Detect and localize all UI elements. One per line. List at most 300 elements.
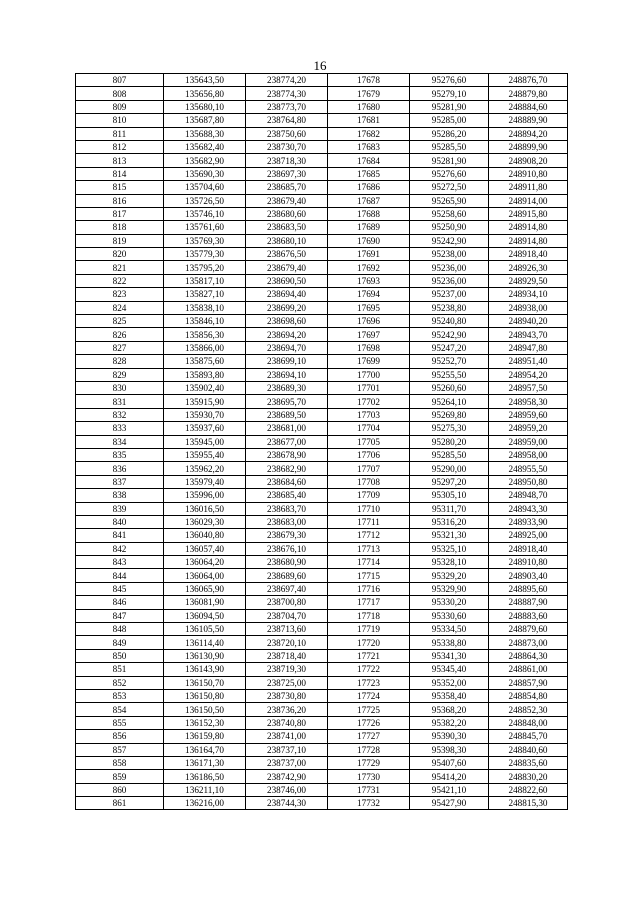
table-row	[76, 381, 568, 394]
y-coordinate-b: 248815,30	[489, 797, 568, 810]
table-row	[76, 207, 568, 220]
point-number-b: 17726	[328, 716, 410, 729]
y-coordinate-b: 248835,60	[489, 756, 568, 769]
point-number-a: 826	[76, 328, 164, 341]
table-row	[76, 542, 568, 555]
x-coordinate-b: 95382,20	[410, 716, 489, 729]
table-row	[76, 248, 568, 261]
point-number-b: 17710	[328, 502, 410, 515]
point-number-a: 850	[76, 649, 164, 662]
table-row	[76, 743, 568, 756]
x-coordinate-b: 95242,90	[410, 328, 489, 341]
y-coordinate-b: 248857,90	[489, 676, 568, 689]
point-number-b: 17717	[328, 596, 410, 609]
x-coordinate-b: 95269,80	[410, 408, 489, 421]
x-coordinate-b: 95255,50	[410, 368, 489, 381]
y-coordinate-a: 238736,20	[246, 703, 328, 716]
x-coordinate-b: 95264,10	[410, 395, 489, 408]
x-coordinate-a: 136040,80	[164, 529, 246, 542]
table-row	[76, 663, 568, 676]
y-coordinate-b: 248957,50	[489, 381, 568, 394]
y-coordinate-b: 248910,80	[489, 556, 568, 569]
y-coordinate-a: 238718,40	[246, 649, 328, 662]
x-coordinate-b: 95286,20	[410, 127, 489, 140]
point-number-a: 821	[76, 261, 164, 274]
table-row	[76, 221, 568, 234]
point-number-b: 17729	[328, 756, 410, 769]
point-number-a: 817	[76, 207, 164, 220]
table-row	[76, 462, 568, 475]
coordinates-table-body	[76, 74, 568, 810]
y-coordinate-b: 248959,00	[489, 435, 568, 448]
table-row	[76, 502, 568, 515]
x-coordinate-a: 135779,30	[164, 248, 246, 261]
point-number-b: 17680	[328, 100, 410, 113]
x-coordinate-a: 135996,00	[164, 489, 246, 502]
y-coordinate-b: 248943,70	[489, 328, 568, 341]
point-number-b: 17700	[328, 368, 410, 381]
y-coordinate-a: 238697,40	[246, 582, 328, 595]
table-row	[76, 770, 568, 783]
point-number-b: 17727	[328, 730, 410, 743]
x-coordinate-a: 135704,60	[164, 181, 246, 194]
x-coordinate-a: 136164,70	[164, 743, 246, 756]
y-coordinate-a: 238689,60	[246, 569, 328, 582]
table-row	[76, 489, 568, 502]
table-row	[76, 676, 568, 689]
point-number-b: 17719	[328, 623, 410, 636]
table-row	[76, 609, 568, 622]
y-coordinate-b: 248958,00	[489, 448, 568, 461]
x-coordinate-b: 95352,00	[410, 676, 489, 689]
x-coordinate-b: 95265,90	[410, 194, 489, 207]
x-coordinate-a: 135893,80	[164, 368, 246, 381]
x-coordinate-b: 95238,80	[410, 301, 489, 314]
x-coordinate-b: 95290,00	[410, 462, 489, 475]
table-row	[76, 582, 568, 595]
table-row	[76, 341, 568, 354]
y-coordinate-a: 238680,90	[246, 556, 328, 569]
table-row	[76, 140, 568, 153]
x-coordinate-a: 136152,30	[164, 716, 246, 729]
x-coordinate-b: 95276,60	[410, 167, 489, 180]
table-row	[76, 515, 568, 528]
x-coordinate-a: 135817,10	[164, 274, 246, 287]
y-coordinate-b: 248943,30	[489, 502, 568, 515]
point-number-b: 17684	[328, 154, 410, 167]
x-coordinate-a: 136064,20	[164, 556, 246, 569]
x-coordinate-a: 136186,50	[164, 770, 246, 783]
point-number-a: 841	[76, 529, 164, 542]
y-coordinate-a: 238680,10	[246, 234, 328, 247]
y-coordinate-b: 248911,80	[489, 181, 568, 194]
table-row	[76, 301, 568, 314]
x-coordinate-b: 95297,20	[410, 475, 489, 488]
y-coordinate-a: 238750,60	[246, 127, 328, 140]
point-number-b: 17709	[328, 489, 410, 502]
x-coordinate-b: 95341,30	[410, 649, 489, 662]
point-number-b: 17721	[328, 649, 410, 662]
table-row	[76, 315, 568, 328]
x-coordinate-b: 95275,30	[410, 422, 489, 435]
y-coordinate-a: 238704,70	[246, 609, 328, 622]
table-row	[76, 274, 568, 287]
point-number-a: 822	[76, 274, 164, 287]
y-coordinate-b: 248918,40	[489, 248, 568, 261]
x-coordinate-b: 95252,70	[410, 355, 489, 368]
y-coordinate-a: 238700,80	[246, 596, 328, 609]
point-number-b: 17715	[328, 569, 410, 582]
y-coordinate-b: 248840,60	[489, 743, 568, 756]
table-row	[76, 355, 568, 368]
x-coordinate-b: 95240,80	[410, 315, 489, 328]
table-row	[76, 556, 568, 569]
x-coordinate-b: 95272,50	[410, 181, 489, 194]
x-coordinate-b: 95281,90	[410, 154, 489, 167]
y-coordinate-a: 238681,00	[246, 422, 328, 435]
x-coordinate-b: 95358,40	[410, 689, 489, 702]
point-number-b: 17688	[328, 207, 410, 220]
table-row	[76, 716, 568, 729]
point-number-b: 17702	[328, 395, 410, 408]
point-number-a: 849	[76, 636, 164, 649]
point-number-a: 815	[76, 181, 164, 194]
x-coordinate-a: 136081,90	[164, 596, 246, 609]
y-coordinate-a: 238764,80	[246, 114, 328, 127]
x-coordinate-a: 135680,10	[164, 100, 246, 113]
y-coordinate-a: 238678,90	[246, 448, 328, 461]
x-coordinate-a: 136150,50	[164, 703, 246, 716]
point-number-a: 855	[76, 716, 164, 729]
point-number-b: 17695	[328, 301, 410, 314]
point-number-a: 827	[76, 341, 164, 354]
x-coordinate-a: 136143,90	[164, 663, 246, 676]
point-number-b: 17678	[328, 74, 410, 87]
point-number-b: 17701	[328, 381, 410, 394]
point-number-a: 853	[76, 689, 164, 702]
table-row	[76, 408, 568, 421]
x-coordinate-b: 95260,60	[410, 381, 489, 394]
x-coordinate-b: 95238,00	[410, 248, 489, 261]
x-coordinate-a: 135945,00	[164, 435, 246, 448]
x-coordinate-a: 135656,80	[164, 87, 246, 100]
y-coordinate-b: 248940,20	[489, 315, 568, 328]
x-coordinate-a: 136130,90	[164, 649, 246, 662]
y-coordinate-b: 248914,80	[489, 234, 568, 247]
y-coordinate-a: 238725,00	[246, 676, 328, 689]
x-coordinate-a: 135726,50	[164, 194, 246, 207]
y-coordinate-a: 238685,70	[246, 181, 328, 194]
y-coordinate-b: 248895,60	[489, 582, 568, 595]
point-number-a: 858	[76, 756, 164, 769]
table-row	[76, 649, 568, 662]
point-number-a: 820	[76, 248, 164, 261]
x-coordinate-b: 95276,60	[410, 74, 489, 87]
point-number-a: 832	[76, 408, 164, 421]
y-coordinate-b: 248959,60	[489, 408, 568, 421]
x-coordinate-a: 136211,10	[164, 783, 246, 796]
y-coordinate-b: 248933,90	[489, 515, 568, 528]
x-coordinate-a: 135866,00	[164, 341, 246, 354]
point-number-a: 809	[76, 100, 164, 113]
point-number-b: 17687	[328, 194, 410, 207]
y-coordinate-a: 238683,00	[246, 515, 328, 528]
table-row	[76, 100, 568, 113]
table-row	[76, 623, 568, 636]
x-coordinate-b: 95316,20	[410, 515, 489, 528]
x-coordinate-a: 135690,30	[164, 167, 246, 180]
x-coordinate-a: 136094,50	[164, 609, 246, 622]
x-coordinate-b: 95329,90	[410, 582, 489, 595]
x-coordinate-a: 135682,40	[164, 140, 246, 153]
x-coordinate-b: 95330,60	[410, 609, 489, 622]
y-coordinate-a: 238774,30	[246, 87, 328, 100]
x-coordinate-a: 135856,30	[164, 328, 246, 341]
x-coordinate-b: 95421,10	[410, 783, 489, 796]
table-row	[76, 783, 568, 796]
y-coordinate-b: 248894,20	[489, 127, 568, 140]
table-row	[76, 569, 568, 582]
y-coordinate-b: 248830,20	[489, 770, 568, 783]
x-coordinate-a: 135795,20	[164, 261, 246, 274]
x-coordinate-b: 95280,20	[410, 435, 489, 448]
y-coordinate-a: 238683,70	[246, 502, 328, 515]
point-number-b: 17722	[328, 663, 410, 676]
x-coordinate-b: 95414,20	[410, 770, 489, 783]
y-coordinate-a: 238720,10	[246, 636, 328, 649]
x-coordinate-b: 95305,10	[410, 489, 489, 502]
point-number-b: 17699	[328, 355, 410, 368]
point-number-b: 17685	[328, 167, 410, 180]
y-coordinate-a: 238684,60	[246, 475, 328, 488]
point-number-b: 17689	[328, 221, 410, 234]
y-coordinate-a: 238683,50	[246, 221, 328, 234]
point-number-a: 836	[76, 462, 164, 475]
x-coordinate-a: 135955,40	[164, 448, 246, 461]
table-row	[76, 261, 568, 274]
x-coordinate-b: 95345,40	[410, 663, 489, 676]
y-coordinate-a: 238694,20	[246, 328, 328, 341]
y-coordinate-b: 248951,40	[489, 355, 568, 368]
table-row	[76, 154, 568, 167]
point-number-a: 861	[76, 797, 164, 810]
x-coordinate-a: 135930,70	[164, 408, 246, 421]
y-coordinate-b: 248854,80	[489, 689, 568, 702]
page-number: 16	[313, 58, 327, 73]
coordinates-table	[75, 73, 568, 810]
x-coordinate-b: 95285,50	[410, 140, 489, 153]
x-coordinate-a: 136171,30	[164, 756, 246, 769]
point-number-a: 852	[76, 676, 164, 689]
point-number-b: 17696	[328, 315, 410, 328]
point-number-a: 810	[76, 114, 164, 127]
x-coordinate-b: 95330,20	[410, 596, 489, 609]
point-number-a: 828	[76, 355, 164, 368]
y-coordinate-a: 238719,30	[246, 663, 328, 676]
y-coordinate-b: 248918,40	[489, 542, 568, 555]
point-number-a: 843	[76, 556, 164, 569]
point-number-b: 17718	[328, 609, 410, 622]
x-coordinate-a: 135643,50	[164, 74, 246, 87]
y-coordinate-a: 238737,10	[246, 743, 328, 756]
point-number-b: 17732	[328, 797, 410, 810]
x-coordinate-a: 136105,50	[164, 623, 246, 636]
x-coordinate-a: 135875,60	[164, 355, 246, 368]
y-coordinate-a: 238695,70	[246, 395, 328, 408]
y-coordinate-a: 238741,00	[246, 730, 328, 743]
table-row	[76, 448, 568, 461]
y-coordinate-a: 238694,40	[246, 288, 328, 301]
point-number-a: 837	[76, 475, 164, 488]
table-row	[76, 703, 568, 716]
y-coordinate-a: 238680,60	[246, 207, 328, 220]
point-number-a: 819	[76, 234, 164, 247]
y-coordinate-a: 238679,40	[246, 261, 328, 274]
x-coordinate-a: 136114,40	[164, 636, 246, 649]
point-number-a: 811	[76, 127, 164, 140]
point-number-a: 807	[76, 74, 164, 87]
y-coordinate-a: 238689,30	[246, 381, 328, 394]
point-number-b: 17728	[328, 743, 410, 756]
x-coordinate-a: 135838,10	[164, 301, 246, 314]
table-row	[76, 368, 568, 381]
point-number-b: 17711	[328, 515, 410, 528]
x-coordinate-b: 95258,60	[410, 207, 489, 220]
point-number-b: 17724	[328, 689, 410, 702]
x-coordinate-b: 95250,90	[410, 221, 489, 234]
point-number-a: 830	[76, 381, 164, 394]
y-coordinate-a: 238698,60	[246, 315, 328, 328]
point-number-b: 17704	[328, 422, 410, 435]
point-number-a: 851	[76, 663, 164, 676]
y-coordinate-a: 238676,10	[246, 542, 328, 555]
point-number-b: 17683	[328, 140, 410, 153]
point-number-a: 814	[76, 167, 164, 180]
x-coordinate-b: 95328,10	[410, 556, 489, 569]
table-row	[76, 435, 568, 448]
y-coordinate-a: 238742,90	[246, 770, 328, 783]
y-coordinate-a: 238713,60	[246, 623, 328, 636]
x-coordinate-a: 135682,90	[164, 154, 246, 167]
point-number-b: 17697	[328, 328, 410, 341]
y-coordinate-b: 248879,80	[489, 87, 568, 100]
y-coordinate-b: 248950,80	[489, 475, 568, 488]
y-coordinate-a: 238773,70	[246, 100, 328, 113]
table-row	[76, 689, 568, 702]
y-coordinate-b: 248879,60	[489, 623, 568, 636]
point-number-a: 812	[76, 140, 164, 153]
x-coordinate-b: 95285,00	[410, 114, 489, 127]
table-row	[76, 756, 568, 769]
point-number-a: 834	[76, 435, 164, 448]
table-row	[76, 181, 568, 194]
point-number-b: 17694	[328, 288, 410, 301]
y-coordinate-b: 248910,80	[489, 167, 568, 180]
y-coordinate-a: 238718,30	[246, 154, 328, 167]
x-coordinate-b: 95281,90	[410, 100, 489, 113]
x-coordinate-b: 95325,10	[410, 542, 489, 555]
point-number-a: 835	[76, 448, 164, 461]
x-coordinate-a: 135937,60	[164, 422, 246, 435]
y-coordinate-a: 238694,10	[246, 368, 328, 381]
x-coordinate-b: 95311,70	[410, 502, 489, 515]
y-coordinate-a: 238694,70	[246, 341, 328, 354]
y-coordinate-b: 248873,00	[489, 636, 568, 649]
y-coordinate-b: 248929,50	[489, 274, 568, 287]
point-number-a: 854	[76, 703, 164, 716]
y-coordinate-b: 248903,40	[489, 569, 568, 582]
point-number-a: 856	[76, 730, 164, 743]
y-coordinate-b: 248915,80	[489, 207, 568, 220]
x-coordinate-a: 135915,90	[164, 395, 246, 408]
x-coordinate-b: 95279,10	[410, 87, 489, 100]
y-coordinate-a: 238685,40	[246, 489, 328, 502]
point-number-a: 816	[76, 194, 164, 207]
point-number-a: 839	[76, 502, 164, 515]
x-coordinate-a: 135769,30	[164, 234, 246, 247]
y-coordinate-b: 248822,60	[489, 783, 568, 796]
point-number-b: 17714	[328, 556, 410, 569]
y-coordinate-b: 248947,80	[489, 341, 568, 354]
x-coordinate-a: 135979,40	[164, 475, 246, 488]
point-number-b: 17698	[328, 341, 410, 354]
y-coordinate-b: 248845,70	[489, 730, 568, 743]
x-coordinate-a: 135687,80	[164, 114, 246, 127]
x-coordinate-b: 95321,30	[410, 529, 489, 542]
x-coordinate-a: 136150,80	[164, 689, 246, 702]
point-number-b: 17693	[328, 274, 410, 287]
y-coordinate-a: 238746,00	[246, 783, 328, 796]
y-coordinate-a: 238697,30	[246, 167, 328, 180]
y-coordinate-b: 248914,00	[489, 194, 568, 207]
point-number-b: 17690	[328, 234, 410, 247]
table-row	[76, 194, 568, 207]
y-coordinate-b: 248955,50	[489, 462, 568, 475]
point-number-b: 17723	[328, 676, 410, 689]
point-number-a: 840	[76, 515, 164, 528]
table-row	[76, 87, 568, 100]
y-coordinate-b: 248884,60	[489, 100, 568, 113]
point-number-b: 17720	[328, 636, 410, 649]
point-number-b: 17712	[328, 529, 410, 542]
y-coordinate-a: 238774,20	[246, 74, 328, 87]
y-coordinate-b: 248899,90	[489, 140, 568, 153]
table-row	[76, 127, 568, 140]
point-number-b: 17679	[328, 87, 410, 100]
point-number-a: 842	[76, 542, 164, 555]
point-number-b: 17692	[328, 261, 410, 274]
y-coordinate-b: 248959,20	[489, 422, 568, 435]
y-coordinate-b: 248958,30	[489, 395, 568, 408]
point-number-b: 17703	[328, 408, 410, 421]
point-number-b: 17730	[328, 770, 410, 783]
point-number-b: 17713	[328, 542, 410, 555]
table-row	[76, 797, 568, 810]
point-number-a: 844	[76, 569, 164, 582]
y-coordinate-a: 238737,00	[246, 756, 328, 769]
y-coordinate-a: 238677,00	[246, 435, 328, 448]
y-coordinate-a: 238682,90	[246, 462, 328, 475]
y-coordinate-a: 238699,20	[246, 301, 328, 314]
y-coordinate-b: 248887,90	[489, 596, 568, 609]
x-coordinate-a: 135962,20	[164, 462, 246, 475]
x-coordinate-a: 136029,30	[164, 515, 246, 528]
x-coordinate-b: 95368,20	[410, 703, 489, 716]
point-number-a: 838	[76, 489, 164, 502]
y-coordinate-b: 248925,00	[489, 529, 568, 542]
x-coordinate-a: 136057,40	[164, 542, 246, 555]
x-coordinate-a: 136159,80	[164, 730, 246, 743]
